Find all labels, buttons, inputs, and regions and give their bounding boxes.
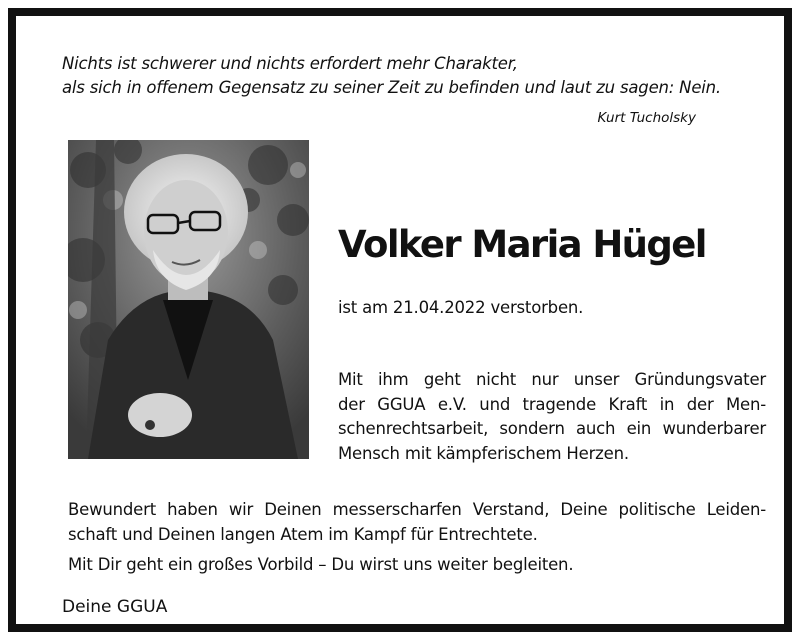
tribute-paragraph [338,368,766,466]
portrait-photo [68,140,309,459]
tribute-line: der GGUA e.V. und tragende Kraft in der Men- [338,394,766,414]
obituary-frame [8,8,792,632]
signoff: Deine GGUA [62,597,168,617]
quote-line-2: als sich in offenem Gegensatz zu seiner Zeit zu befinden und laut zu sagen: Nein. [62,78,721,97]
tribute-line: Mensch mit kämpferischem Herzen. [338,443,629,463]
tribute-line: schenrechtsarbeit, sondern auch ein wunderbarer [338,419,766,438]
quote [62,52,732,100]
quote-line-1: Nichts ist schwerer und nichts erfordert mehr Charakter, [62,54,518,73]
tribute-line: Mit ihm geht nicht nur unser Gründungsvater [338,370,766,389]
admiration-paragraph [68,498,766,547]
deceased-name: Volker Maria Hügel [338,223,706,266]
farewell-paragraph: Mit Dir geht ein großes Vorbild – Du wirst uns weiter begleiten. [68,555,574,574]
admiration-line: Bewundert haben wir Deinen messerscharfen Verstand, Deine politische Leiden- [68,500,766,519]
quote-author: Kurt Tucholsky [597,110,696,126]
death-notice: ist am 21.04.2022 verstorben. [338,298,584,317]
portrait-illustration [68,140,309,459]
admiration-line: schaft und Deinen langen Atem im Kampf für Entrechtete. [68,524,538,544]
